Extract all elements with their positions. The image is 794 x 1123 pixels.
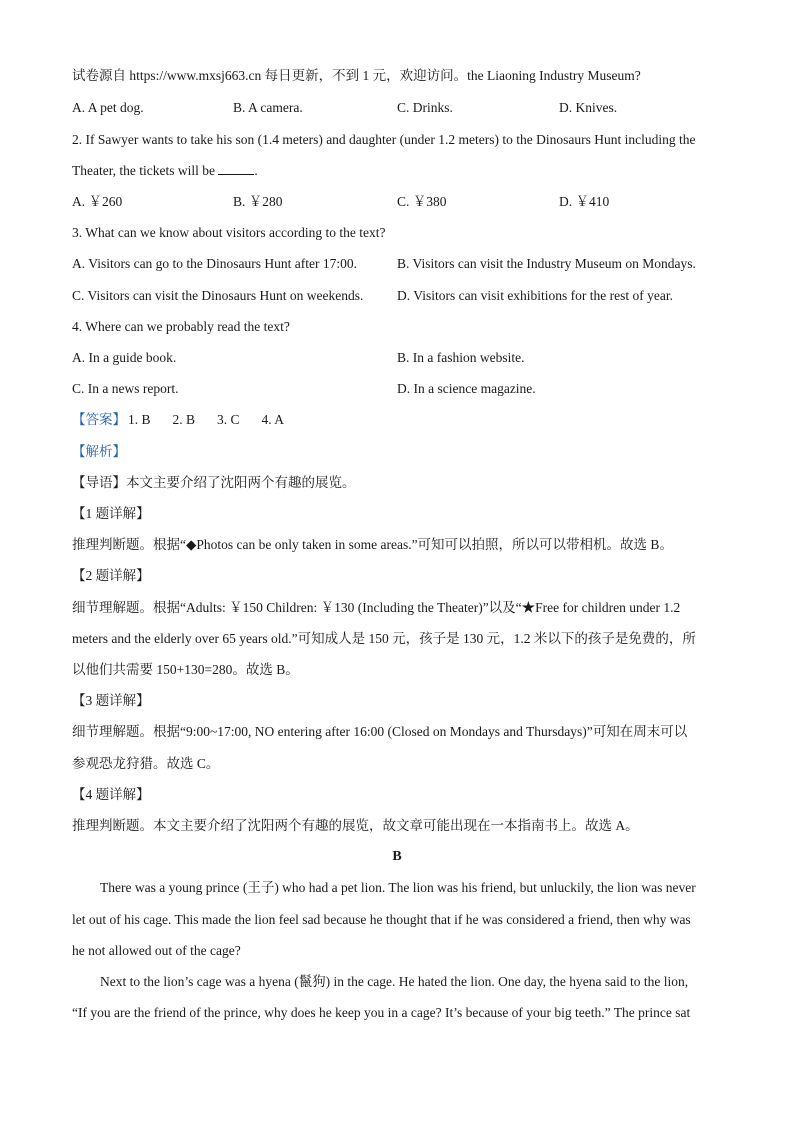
detail-3-line-2: 参观恐龙狩猎。故选 C。	[72, 756, 220, 771]
q3-option-d: D. Visitors can visit exhibitions for the rest of year.	[397, 288, 674, 303]
intro-line: 【导语】本文主要介绍了沈阳两个有趣的展览。	[72, 475, 356, 490]
answer-item-1: 1. B	[128, 412, 151, 427]
q2-stem-text: Theater, the tickets will be	[72, 163, 216, 178]
detail-3-tag: 【3 题详解】	[72, 693, 150, 708]
q2-option-a: A. ￥260	[72, 194, 123, 209]
detail-3-line-1: 细节理解题。根据“9:00~17:00, NO entering after 16:00 (Closed on Mondays and Thursdays)”可知在周末可以	[72, 724, 688, 739]
answer-tag: 【答案】	[72, 412, 126, 427]
answer-line	[72, 411, 306, 429]
passage-line-5: “If you are the friend of the prince, why does he keep you in a cage? It’s because of your big teeth.” The prince sat	[72, 1005, 691, 1020]
q2-stem-line2	[72, 162, 258, 180]
q4-option-d: D. In a science magazine.	[397, 381, 536, 396]
passage-line-1: There was a young prince (王子) who had a pet lion. The lion was his friend, but unluckily, the lion was never	[100, 880, 696, 895]
detail-2-tag: 【2 题详解】	[72, 568, 150, 583]
q2-option-b: B. ￥280	[233, 194, 283, 209]
q4-option-c: C. In a news report.	[72, 381, 179, 396]
passage-line-3: he not allowed out of the cage?	[72, 943, 241, 958]
passage-line-4: Next to the lion’s cage was a hyena (鬣狗) in the cage. He hated the lion. One day, the hyena said to the lion,	[100, 974, 689, 989]
q2-option-c: C. ￥380	[397, 194, 447, 209]
q1-option-c: C. Drinks.	[397, 100, 453, 115]
detail-2-line-3: 以他们共需要 150+130=280。故选 B。	[72, 662, 299, 677]
passage-line-2: let out of his cage. This made the lion feel sad because he thought that if he was considered a friend, then why was	[72, 912, 691, 927]
q2-stem-line1: 2. If Sawyer wants to take his son (1.4 meters) and daughter (under 1.2 meters) to the Dinosaurs Hunt including the	[72, 132, 696, 147]
q4-option-a: A. In a guide book.	[72, 350, 177, 365]
q3-option-b: B. Visitors can visit the Industry Museum on Mondays.	[397, 256, 696, 271]
analysis-tag: 【解析】	[72, 444, 126, 459]
q1-option-d: D. Knives.	[559, 100, 618, 115]
answer-blank	[218, 162, 254, 175]
detail-1-line-1: 推理判断题。根据“◆Photos can be only taken in some areas.”可知可以拍照，所以可以带相机。故选 B。	[72, 537, 673, 552]
q3-option-c: C. Visitors can visit the Dinosaurs Hunt on weekends.	[72, 288, 364, 303]
q1-option-b: B. A camera.	[233, 100, 303, 115]
section-b-heading: B	[392, 849, 402, 864]
q3-stem: 3. What can we know about visitors according to the text?	[72, 225, 386, 240]
q3-option-a: A. Visitors can go to the Dinosaurs Hunt after 17:00.	[72, 256, 358, 271]
q1-option-a: A. A pet dog.	[72, 100, 144, 115]
detail-2-line-1: 细节理解题。根据“Adults: ￥150 Children: ￥130 (Including the Theater)”以及“★Free for children under 1.2	[72, 600, 681, 615]
detail-4-line-1: 推理判断题。本文主要介绍了沈阳两个有趣的展览，故文章可能出现在一本指南书上。故选 A。	[72, 818, 639, 833]
answer-item-3: 3. C	[217, 412, 240, 427]
q2-option-d: D. ￥410	[559, 194, 610, 209]
detail-1-tag: 【1 题详解】	[72, 506, 150, 521]
answer-item-2: 2. B	[172, 412, 196, 427]
header-line: 试卷源自 https://www.mxsj663.cn 每日更新，不到 1 元，欢迎访问。the Liaoning Industry Museum?	[72, 68, 641, 83]
detail-2-line-2: meters and the elderly over 65 years old.”可知成人是 150 元，孩子是 130 元，1.2 米以下的孩子是免费的，所	[72, 631, 696, 646]
q4-stem: 4. Where can we probably read the text?	[72, 319, 290, 334]
detail-4-tag: 【4 题详解】	[72, 787, 150, 802]
q4-option-b: B. In a fashion website.	[397, 350, 525, 365]
q2-stem-end: .	[254, 163, 258, 178]
answer-item-4: 4. A	[261, 412, 285, 427]
